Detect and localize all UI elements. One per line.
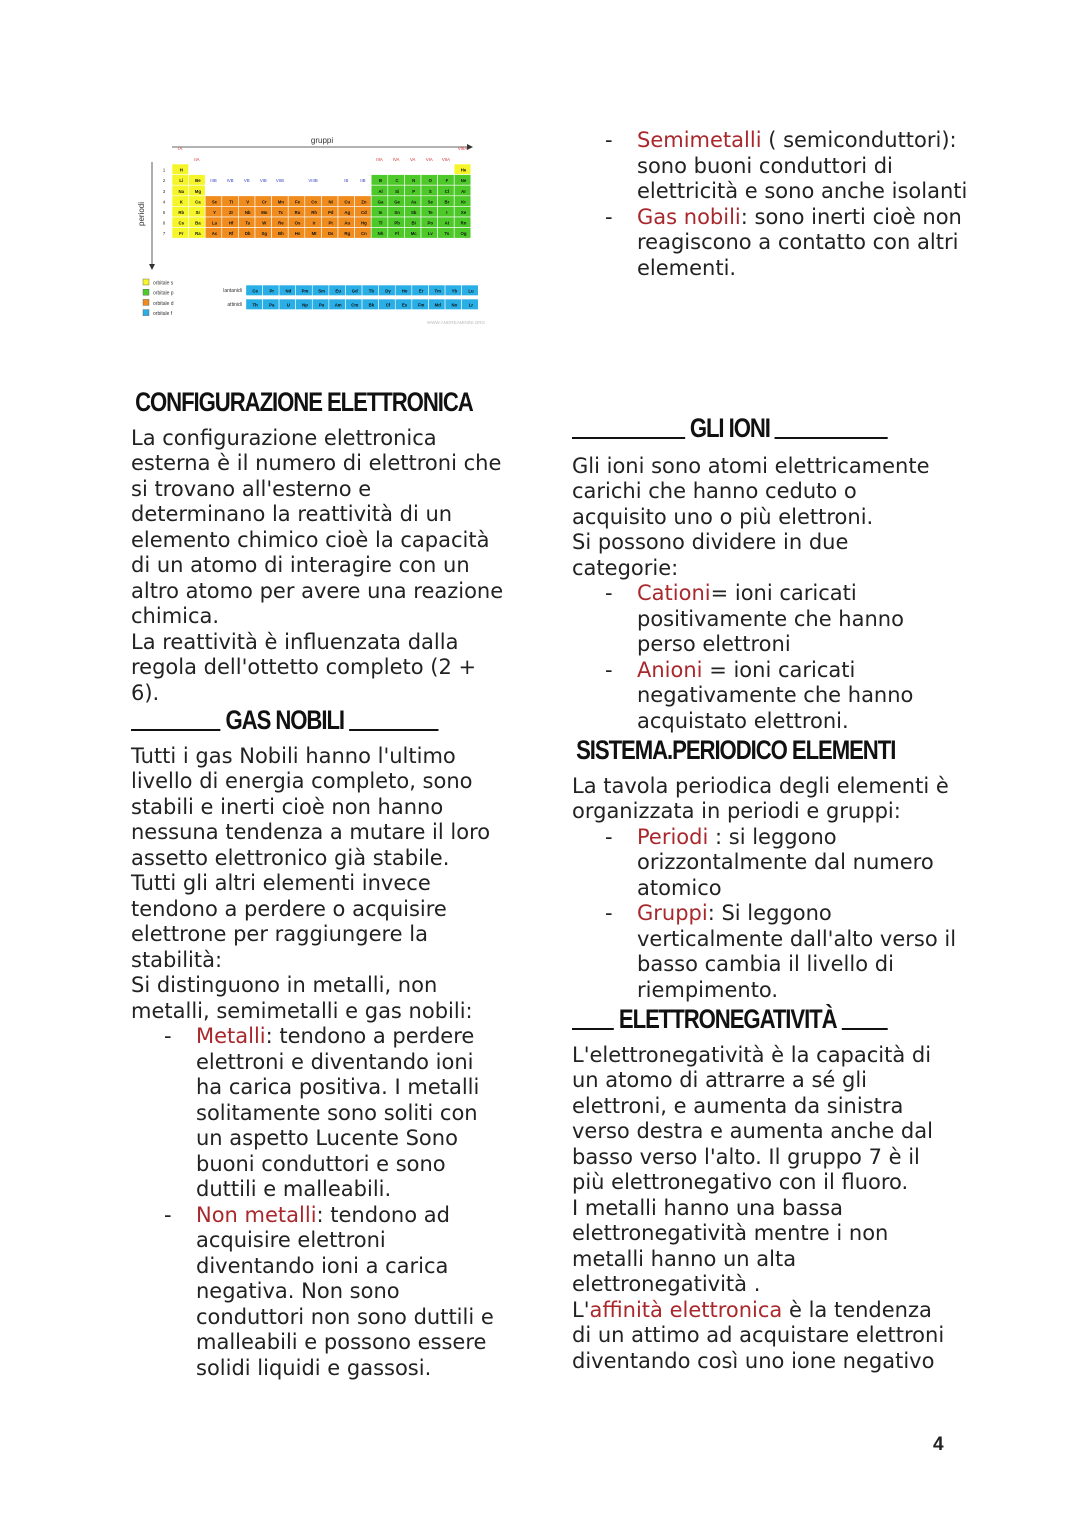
cationi-term: Cationi xyxy=(637,581,711,605)
group-label: IVB xyxy=(226,178,234,184)
ioni-heading-text: GLI IONI xyxy=(689,413,770,443)
element-symbol: Nb xyxy=(244,210,251,215)
periodic-table-cells xyxy=(163,146,479,310)
element-symbol: Ni xyxy=(328,199,333,205)
legend-swatch xyxy=(143,310,149,316)
group-label: IB xyxy=(344,178,349,184)
element-symbol: Po xyxy=(427,220,434,226)
period-number: 5 xyxy=(162,210,166,215)
element-symbol: Mn xyxy=(277,199,285,205)
element-symbol: Pa xyxy=(269,302,275,308)
element-symbol: Sc xyxy=(211,199,218,205)
element-symbol: Eu xyxy=(335,288,341,294)
element-symbol: Si xyxy=(395,188,400,194)
element-symbol: Xe xyxy=(460,210,467,215)
element-symbol: U xyxy=(286,302,290,308)
elettro-heading-text: ELETTRONEGATIVITÀ xyxy=(618,1004,837,1034)
sistema-p1: La tavola periodica degli elementi è organizzata in periodi e gruppi: xyxy=(572,773,949,823)
element-symbol: Hf xyxy=(228,220,234,226)
element-symbol: Ar xyxy=(461,188,466,194)
period-number: 7 xyxy=(162,231,166,237)
gas-nobili-heading-text: GAS NOBILI xyxy=(225,705,344,735)
element-symbol: Ds xyxy=(327,231,334,237)
element-symbol: Fm xyxy=(417,302,425,308)
list-item-periodi xyxy=(572,825,957,902)
element-symbol: Th xyxy=(252,302,258,308)
element-symbol: Mg xyxy=(194,188,202,194)
ioni-p1: Gli ioni sono atomi elettricamente carichi che hanno ceduto o acquisito uno o più elettroni. xyxy=(572,453,930,529)
group-label: IIIA xyxy=(376,157,383,162)
element-symbol: Tm xyxy=(434,288,441,294)
element-symbol: Sr xyxy=(195,210,201,215)
group-label: VIB xyxy=(259,178,267,184)
element-symbol: Mo xyxy=(261,210,268,215)
config-body: La configurazione elettronica esterna è il numero di elettroni che si trovano all'esterno e determinano la reattività di un elemento chimico cioè la capacità di un atomo di interagire con un altro atomo per avere una reazione chimica. xyxy=(131,425,504,628)
element-symbol: Cr xyxy=(261,199,267,205)
element-symbol: Y xyxy=(213,210,216,215)
element-symbol: K xyxy=(179,199,183,205)
element-symbol: Db xyxy=(244,231,251,237)
element-symbol: Ra xyxy=(195,231,201,237)
element-symbol: Tl xyxy=(378,220,383,226)
element-symbol: Ge xyxy=(394,199,400,205)
gas-nobili-p3: Si distinguono in metalli, non metalli, semimetalli e gas nobili: xyxy=(131,973,473,1023)
legend-label: orbitale s xyxy=(153,280,174,287)
element-symbol: N xyxy=(412,178,416,184)
legend-swatch xyxy=(143,299,149,305)
list-item-metalli xyxy=(131,1024,506,1203)
ioni-list xyxy=(572,581,957,734)
element-symbol: Cn xyxy=(361,231,367,237)
element-symbol: Og xyxy=(460,231,467,237)
element-symbol: Ce xyxy=(252,288,258,294)
element-symbol: B xyxy=(378,178,383,184)
metalli-text: : tendono a perdere elettroni e diventando ioni ha carica positiva. I metalli solitamente sono soliti con un aspetto Lucente Sono buoni conduttori e sono duttili e malleabili. xyxy=(196,1024,480,1201)
list-item-gruppi xyxy=(572,901,957,1003)
periodi-term: Periodi xyxy=(637,824,709,849)
period-number: 4 xyxy=(162,199,166,205)
element-symbol: Fl xyxy=(395,231,400,237)
element-symbol: Fe xyxy=(294,199,301,205)
ioni-heading xyxy=(572,413,888,443)
element-symbol: Pr xyxy=(269,288,275,294)
element-symbol: C xyxy=(395,178,399,184)
non-metalli-term: Non metalli xyxy=(196,1202,317,1227)
element-symbol: Rg xyxy=(344,231,351,237)
element-symbol: Li xyxy=(179,178,184,184)
element-symbol: Pb xyxy=(394,220,400,226)
period-number: 2 xyxy=(162,178,166,184)
groups-arrow-head xyxy=(467,144,473,150)
element-symbol: Os xyxy=(294,220,301,226)
gas-nobili-text: : sono inerti cioè non reagiscono a contatto con altri elementi. xyxy=(637,204,962,280)
left-column xyxy=(131,387,506,1381)
elettro-p1: L'elettronegatività è la capacità di un atomo di attrarre a sé gli elettroni, e aumenta da sinistra verso destra e aumenta anche dal basso verso l'alto. Il gruppo 7 è il più elettronegativo con il fluoro. xyxy=(572,1042,933,1194)
element-symbol: Rb xyxy=(178,210,185,215)
element-symbol: Ga xyxy=(377,199,384,205)
element-symbol: Pu xyxy=(318,302,325,308)
element-symbol: Be xyxy=(195,178,201,184)
element-symbol: Br xyxy=(444,199,450,205)
element-symbol: Zn xyxy=(361,199,367,205)
element-symbol: Sm xyxy=(318,288,325,294)
periodic-table-axis-label: periodi xyxy=(137,201,146,227)
element-symbol: V xyxy=(246,199,250,205)
periodic-table-figure xyxy=(132,134,504,330)
gruppi-term: Gruppi xyxy=(637,901,708,925)
element-symbol: Ru xyxy=(294,210,301,215)
element-symbol: W xyxy=(262,220,267,226)
element-symbol: Gd xyxy=(351,288,358,294)
element-symbol: I xyxy=(446,210,448,215)
element-symbol: Cu xyxy=(344,199,351,205)
element-symbol: Am xyxy=(334,302,342,308)
element-symbol: Co xyxy=(311,199,317,205)
metalli-list xyxy=(131,1024,506,1381)
periodic-table-legend xyxy=(143,279,174,317)
element-symbol: He xyxy=(460,167,467,173)
group-label: VA xyxy=(409,157,416,162)
periods-arrow-head xyxy=(149,264,155,270)
legend-swatch xyxy=(143,279,149,285)
element-symbol: Pd xyxy=(327,210,334,215)
element-symbol: Np xyxy=(302,302,308,308)
element-symbol: Nh xyxy=(377,231,384,237)
heading-rule xyxy=(775,437,888,439)
right-column xyxy=(572,413,957,1374)
gas-nobili-p1: Tutti i gas Nobili hanno l'ultimo livello di energia completo, sono stabili e inerti cioè non hanno nessuna tendenza a mutare il loro assetto elettronico già stabile. xyxy=(131,743,491,870)
heading-rule xyxy=(572,1028,614,1030)
group-label: VIA xyxy=(425,157,433,162)
heading-rule xyxy=(349,729,439,731)
element-symbol: Mc xyxy=(410,231,417,237)
config-body-2: La reattività è influenzata dalla regola dell'ottetto completo (2 + 6). xyxy=(131,629,477,705)
element-symbol: La xyxy=(211,220,218,226)
element-symbol: Rf xyxy=(228,231,234,237)
element-symbol: Hs xyxy=(294,231,301,237)
config-heading-text: CONFIGURAZIONE ELETTRONICA xyxy=(135,387,473,417)
affinita-term: affinità elettronica xyxy=(589,1297,783,1322)
element-symbol: Kr xyxy=(461,199,466,205)
element-symbol: Pm xyxy=(301,288,309,294)
element-symbol: O xyxy=(428,178,432,184)
group-label: VIIA xyxy=(441,157,450,162)
element-symbol: Fr xyxy=(179,231,184,237)
non-metalli-text: : tendono ad acquisire elettroni diventando ioni a carica negativa. Non sono conduttori non sono duttili e malleabili e possono essere solidi liquidi e gassosi. xyxy=(196,1202,494,1380)
legend-label: orbitale f xyxy=(153,311,173,318)
period-number: 3 xyxy=(162,188,166,194)
list-item-anioni xyxy=(572,658,957,735)
element-symbol: Ca xyxy=(195,199,201,205)
elettro-p3-text: è la tendenza di un attimo ad acquistare elettroni diventando così uno ione negativo xyxy=(572,1297,945,1373)
element-symbol: Md xyxy=(434,302,441,308)
element-symbol: Tb xyxy=(368,288,374,294)
element-symbol: Cm xyxy=(351,302,359,308)
gruppi-text: : Si leggono verticalmente dall'alto verso il basso cambia il livello di riempimento. xyxy=(637,901,957,1002)
ioni-p2: Si possono dividere in due categorie: xyxy=(572,530,849,580)
element-symbol: Au xyxy=(344,220,351,226)
group-label: VIIB xyxy=(275,178,284,184)
page-number: 4 xyxy=(933,1434,944,1455)
element-symbol: Tc xyxy=(278,210,284,215)
element-symbol: Zr xyxy=(228,210,234,215)
element-symbol: As xyxy=(410,199,417,205)
config-heading xyxy=(131,387,473,417)
element-symbol: Ba xyxy=(195,220,201,226)
elettro-p3-prefix: L' xyxy=(572,1297,590,1322)
elettro-heading xyxy=(572,1004,888,1034)
list-item-cationi xyxy=(572,581,957,658)
list-item-non-metalli xyxy=(131,1203,506,1382)
element-symbol: Hg xyxy=(361,220,367,226)
element-symbol: Ne xyxy=(460,178,467,184)
element-symbol: Ac xyxy=(211,231,218,237)
group-label: VIIIA xyxy=(457,146,468,151)
gas-nobili-p2: Tutti gli altri elementi invece tendono a perdere o acquisire elettrone per raggiungere la stabilità: xyxy=(131,871,447,972)
anioni-term: Anioni xyxy=(637,657,703,682)
element-symbol: Re xyxy=(278,220,284,226)
element-symbol: Lr xyxy=(468,302,474,308)
elettro-p3 xyxy=(572,1298,957,1375)
sistema-list xyxy=(572,825,957,1004)
element-symbol: Al xyxy=(378,188,383,194)
element-symbol: Yb xyxy=(451,288,458,294)
element-symbol: Bi xyxy=(411,220,416,226)
element-symbol: Bh xyxy=(278,231,284,237)
lanthanides-label: lantanidi xyxy=(223,288,242,294)
element-symbol: Ti xyxy=(229,199,233,205)
semimetalli-term: Semimetalli xyxy=(637,128,762,152)
element-symbol: Cl xyxy=(444,188,450,194)
actinides-label: attinidi xyxy=(227,302,242,308)
element-symbol: Rn xyxy=(460,220,467,226)
period-number: 6 xyxy=(162,220,166,226)
element-symbol: Ag xyxy=(344,210,351,215)
element-symbol: Es xyxy=(401,302,408,308)
element-symbol: Sn xyxy=(394,210,400,215)
element-symbol: Cd xyxy=(361,210,367,215)
group-label: IIIB xyxy=(210,178,217,184)
heading-rule xyxy=(131,729,221,731)
periodic-table-svg xyxy=(132,134,504,330)
element-symbol: Te xyxy=(427,210,433,215)
sistema-heading xyxy=(572,735,896,765)
element-symbol: S xyxy=(428,188,432,194)
gas-nobili-term: Gas nobili xyxy=(637,204,741,229)
period-number: 1 xyxy=(162,167,166,173)
group-label: IVA xyxy=(392,157,400,162)
element-symbol: Sg xyxy=(261,231,268,237)
elettro-p2: I metalli hanno una bassa elettronegatività mentre i non metalli hanno un alta elettronegatività . xyxy=(572,1195,889,1296)
element-symbol: Ts xyxy=(444,231,450,237)
right-top-list xyxy=(572,128,972,281)
element-symbol: Er xyxy=(418,288,424,294)
element-symbol: Mt xyxy=(311,231,317,237)
legend-label: orbitale d xyxy=(153,300,174,307)
element-symbol: H xyxy=(179,167,183,173)
element-symbol: Cf xyxy=(385,302,391,308)
group-label: IIB xyxy=(360,178,366,184)
semimetalli-text: ( semiconduttori): sono buoni conduttori di elettricità e sono anche isolanti xyxy=(637,128,968,203)
element-symbol: Se xyxy=(427,199,433,205)
legend-swatch xyxy=(143,289,149,295)
element-symbol: Ta xyxy=(245,220,251,226)
group-label: VIIIB xyxy=(308,178,318,184)
element-symbol: Bk xyxy=(368,302,375,308)
element-symbol: F xyxy=(445,178,449,184)
periodi-text: : si leggono orizzontalmente dal numero atomico xyxy=(637,824,934,900)
element-symbol: Ir xyxy=(312,220,316,226)
element-symbol: Rh xyxy=(311,210,317,215)
element-symbol: Ho xyxy=(401,288,408,294)
periodic-table-title: gruppi xyxy=(310,136,334,145)
group-label: IIA xyxy=(194,157,200,162)
element-symbol: Lv xyxy=(427,231,433,237)
group-label: IA xyxy=(178,146,183,151)
cationi-text: = ioni caricati positivamente che hanno perso elettroni xyxy=(637,581,904,656)
element-symbol: In xyxy=(378,210,383,215)
group-label: VB xyxy=(243,178,250,184)
element-symbol: Na xyxy=(178,188,185,194)
element-symbol: Sb xyxy=(410,210,417,215)
list-item-semimetalli xyxy=(572,128,972,205)
element-symbol: Pt xyxy=(328,220,333,226)
element-symbol: Cs xyxy=(178,220,185,226)
anioni-text: = ioni caricati negativamente che hanno acquistato elettroni. xyxy=(637,657,914,733)
sistema-heading-text: SISTEMA.PERIODICO ELEMENTI xyxy=(576,735,896,765)
periodic-table-watermark: WWW.ANDREAMININI.ORG xyxy=(427,320,485,325)
list-item-gas-nobili xyxy=(572,205,972,282)
element-symbol: Nd xyxy=(285,288,292,294)
element-symbol: Dy xyxy=(385,288,391,294)
heading-rule xyxy=(841,1028,887,1030)
element-symbol: At xyxy=(444,220,450,226)
element-symbol: P xyxy=(412,188,416,194)
legend-label: orbitale p xyxy=(153,290,174,297)
element-symbol: Lu xyxy=(468,288,474,294)
element-symbol: No xyxy=(451,302,458,308)
gas-nobili-heading xyxy=(131,705,439,735)
metalli-term: Metalli xyxy=(196,1024,266,1048)
heading-rule xyxy=(572,437,685,439)
